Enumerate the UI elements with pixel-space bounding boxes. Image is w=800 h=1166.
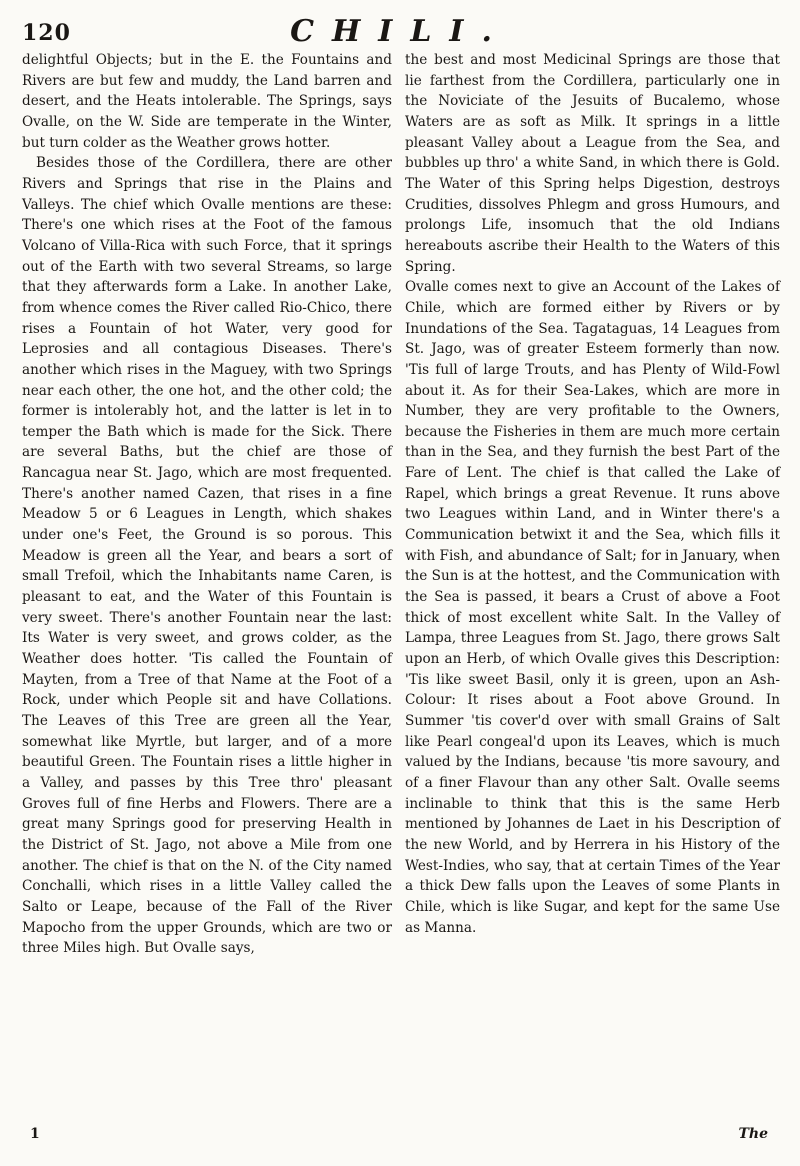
right-paragraph-2: Ovalle comes next to give an Account of the Lakes of Chile, which are formed either by Rivers or by Inundations of the Sea. Tagataguas, 14 Leagues from St. Jago, was of greater Esteem formerly than now. 'Tis full of large Trouts, and has Plenty of Wild-Fowl about it. As for their Sea-Lakes, which are more in Number, they are very profitable to the Owners, because the Fisheries in them are much more certain than in the Sea, and they furnish the best Part of the Fare of Lent. The chief is that called the Lake of Rapel, which brings a great Revenue. It runs above two Leagues within Land, and in Winter there's a Communication betwixt it and the Sea, which fills it with Fish, and abundance of Salt; for in January, when the Sun is at the hottest, and the Communication with the Sea is passed, it bears a Crust of above a Foot thick of most excellent white Salt. In the Valley of Lampa, three Leagues from St. Jago, there grows Salt upon an Herb, of which Ovalle gives this Description: 'Tis like sweet Basil, only it is green, upon an Ash-Colour: It rises about a Foot above Ground. In Summer 'tis cover'd over with small Grains of Salt like Pearl congeal'd upon its Leaves, which is much valued by the Indians, because 'tis more savoury, and of a finer Flavour than any other Salt. Ovalle seems inclinable to think that this is the same Herb mentioned by Johannes de Laet in his Description of the new World, and by Herrera in his History of the West-Indies, who say, that at certain Times of the Year a thick Dew falls upon the Leaves of some Plants in Chile, which is like Sugar, and kept for the same Use as Manna.: [405, 279, 780, 936]
left-paragraph-1: delightful Objects; but in the E. the Fountains and Rivers are but few and muddy, the Land barren and desert, and the Heats intolerable. The Springs, says Ovalle, on the W. Side are temperate in the Winter, but turn colder as the Weather grows hotter.: [22, 52, 392, 151]
running-head: CHILI.: [290, 14, 510, 49]
page-number: 120: [22, 20, 71, 46]
page-header: [22, 14, 778, 54]
signature-mark: 1: [30, 1126, 40, 1142]
page-footer: [22, 1126, 778, 1150]
left-paragraph-2: Besides those of the Cordillera, there are other Rivers and Springs that rise in the Plains and Valleys. The chief which Ovalle mentions are these: There's one which rises at the Foot of the famous Volcano of Villa-Rica with such Force, that it springs out of the Earth with two several Streams, so large that they afterwards form a Lake. In another Lake, from whence comes the River called Rio-Chico, there rises a Fountain of hot Water, very good for Leprosies and all contagious Diseases. There's another which rises in the Maguey, with two Springs near each other, the one hot, and the other cold; the former is intolerably hot, and the latter is let in to temper the Bath which is made for the Sick. There are several Baths, but the chief are those of Rancagua near St. Jago, which are most frequented. There's another named Cazen, that rises in a fine Meadow 5 or 6 Leagues in Length, which shakes under one's Feet, the Ground is so porous. This Meadow is green all the Year, and bears a sort of small Trefoil, which the Inhabitants name Caren, is pleasant to eat, and the Water of this Fountain is very sweet. There's another Fountain near the last: Its Water is very sweet, and grows colder, as the Weather does hotter. 'Tis called the Fountain of Mayten, from a Tree of that Name at the Foot of a Rock, under which People sit and have Collations. The Leaves of this Tree are green all the Year, somewhat like Myrtle, but larger, and of a more beautiful Green. The Fountain rises a little higher in a Valley, and passes by this Tree thro' pleasant Groves full of fine Herbs and Flowers. There are a great many Springs good for preserving Health in the District of St. Jago, not above a Mile from one another. The chief is that on the N. of the City named Conchalli, which rises in a little Valley called the Salto or Leape, because of the Fall of the River Mapocho from the upper Grounds, which are two or three Miles high. But Ovalle says,: [22, 155, 392, 957]
catchword: The: [738, 1126, 768, 1142]
right-column: [405, 50, 780, 938]
left-column: [22, 50, 392, 959]
right-paragraph-1: the best and most Medicinal Springs are those that lie farthest from the Cordillera, particularly one in the Noviciate of the Jesuits of Bucalemo, whose Waters are as soft as Milk. It springs in a little pleasant Valley about a League from the Sea, and bubbles up thro' a white Sand, in which there is Gold. The Water of this Spring helps Digestion, destroys Crudities, dissolves Phlegm and gross Humours, and prolongs Life, insomuch that the old Indians hereabouts ascribe their Health to the Waters of this Spring.: [405, 52, 780, 275]
